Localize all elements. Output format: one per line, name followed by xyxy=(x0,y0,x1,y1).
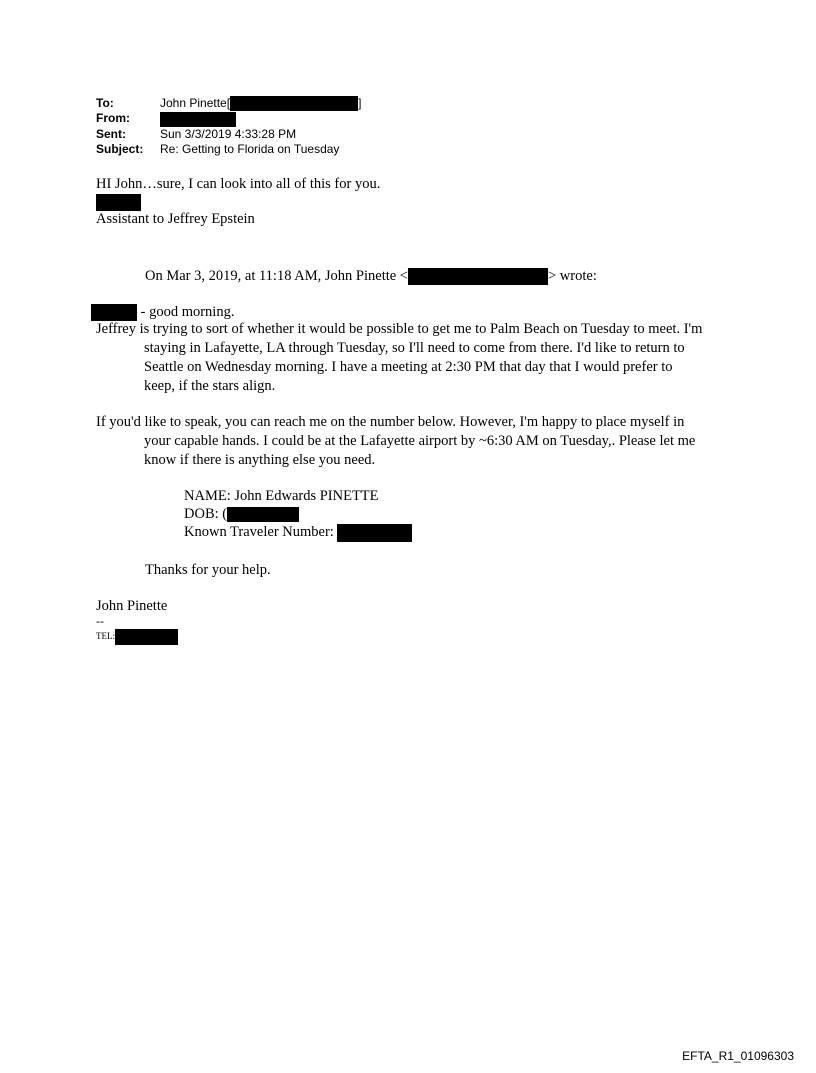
from-label: From: xyxy=(96,111,130,126)
redaction-block xyxy=(96,194,141,211)
quoted-intro-suffix: > wrote: xyxy=(548,268,597,284)
reply-greeting: HI John…sure, I can look into all of this for you. xyxy=(96,176,381,192)
redaction-block xyxy=(230,96,358,111)
salutation-text: - good morning. xyxy=(137,304,235,320)
sent-row xyxy=(96,127,361,142)
reply-signature: Assistant to Jeffrey Epstein xyxy=(96,211,255,227)
email-header xyxy=(96,96,361,157)
quoted-intro xyxy=(145,267,597,286)
from-row xyxy=(96,111,361,126)
ktn-label: Known Traveler Number: xyxy=(184,524,338,540)
subject-label: Subject: xyxy=(96,141,144,156)
quoted-paragraph-2: If you'd like to speak, you can reach me on the number below. However, I'm happy to place myself in your capable hands. I could be at the Lafayette airport by ~6:30 AM on Tuesday,. Please let me know if there is anything else you need. xyxy=(96,414,696,468)
redaction-block xyxy=(337,524,412,542)
tel-line xyxy=(96,629,178,645)
thanks-line: Thanks for your help. xyxy=(145,562,271,578)
to-name: John Pinette[ xyxy=(160,96,231,110)
to-label: To: xyxy=(96,96,114,110)
redaction-block xyxy=(160,112,236,127)
sent-value: Sun 3/3/2019 4:33:28 PM xyxy=(160,126,297,141)
redaction-block xyxy=(408,268,548,285)
dob-partial: ( xyxy=(222,506,228,522)
quoted-intro-prefix: On Mar 3, 2019, at 11:18 AM, John Pinette < xyxy=(145,268,408,284)
quoted-paragraph-1: Jeffrey is trying to sort of whether it would be possible to get me to Palm Beach on Tuesday to meet. I'm staying in Lafayette, LA through Tuesday, so I'll need to come from there. I'd like to return to Seattle on Wednesday morning. I have a meeting at 2:30 PM that day that I would prefer to keep, if the stars align. xyxy=(96,321,703,394)
tel-label: TEL: xyxy=(96,631,115,642)
redaction-block xyxy=(91,304,137,321)
traveler-name: NAME: John Edwards PINETTE xyxy=(184,488,379,504)
subject-row xyxy=(96,142,361,157)
to-row xyxy=(96,96,361,111)
redaction-block xyxy=(227,507,299,522)
document-id: EFTA_R1_01096303 xyxy=(682,1049,794,1063)
to-close: ] xyxy=(358,96,362,110)
dob-label: DOB: xyxy=(184,506,223,522)
to-value xyxy=(160,96,361,111)
traveler-dob xyxy=(184,505,299,524)
signature-dashes: -- xyxy=(96,614,104,628)
sender-name: John Pinette xyxy=(96,598,168,614)
redaction-block xyxy=(115,629,178,645)
sent-label: Sent: xyxy=(96,126,126,141)
traveler-ktn xyxy=(184,523,412,542)
subject-value: Re: Getting to Florida on Tuesday xyxy=(160,141,340,156)
